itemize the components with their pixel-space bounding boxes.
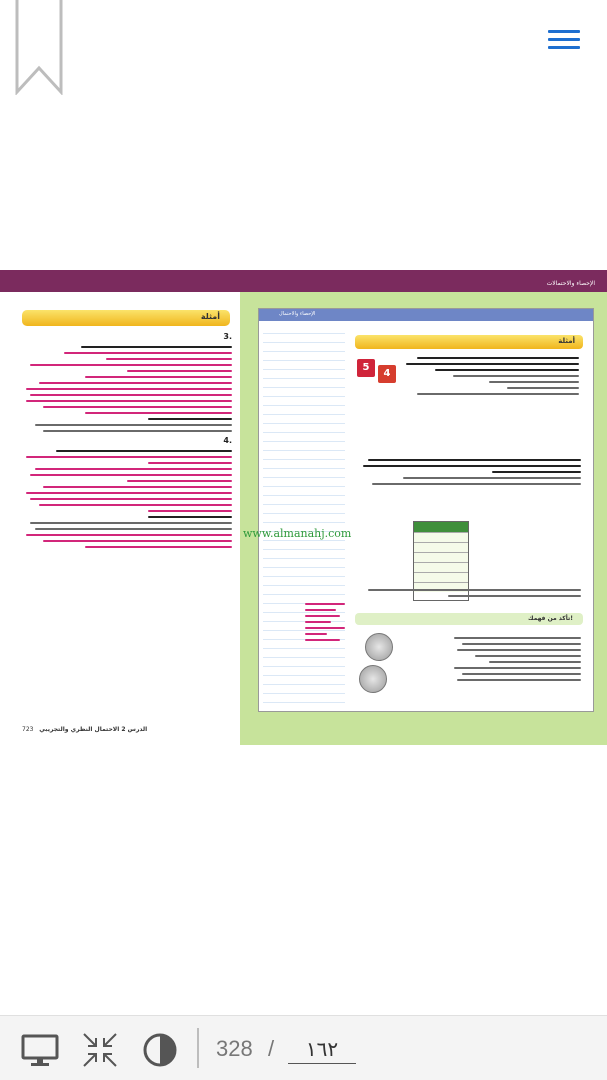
page-number: 723 [22, 726, 34, 733]
monitor-icon[interactable] [20, 1030, 60, 1070]
inner-text-block [399, 353, 579, 399]
examples-banner-right [355, 335, 583, 349]
check-understanding-banner [355, 613, 583, 625]
reader-top-area [0, 0, 607, 270]
compress-arrows-icon[interactable] [80, 1030, 120, 1070]
book-page-view [0, 270, 607, 745]
bookmark-icon[interactable] [14, 0, 64, 95]
toolbar-divider [197, 1028, 199, 1068]
margin-answers [305, 599, 349, 645]
check-text-block [449, 633, 581, 685]
left-page [0, 292, 240, 745]
inner-text-block-2 [359, 455, 581, 489]
chapter-header-bar [0, 270, 607, 292]
question-4-number: 4. [223, 436, 232, 445]
left-page-footer [22, 726, 147, 733]
coin-icon [359, 665, 387, 693]
examples-banner-left [22, 310, 230, 326]
watermark-text: www.almanahj.com [243, 527, 352, 540]
page-separator: / [268, 1036, 275, 1061]
notes-lined-column [263, 325, 345, 705]
die-icon: 5 [357, 359, 375, 377]
current-page-number: 328 [216, 1036, 253, 1061]
coin-icon [365, 633, 393, 661]
examples-label: أمثلة [200, 312, 220, 321]
examples-label-right: أمثلة [558, 337, 575, 345]
right-page [240, 292, 607, 745]
contrast-icon[interactable] [140, 1030, 180, 1070]
left-page-text-block [22, 332, 232, 552]
page-number-input[interactable] [288, 1034, 356, 1064]
inner-text-block-3 [359, 585, 581, 601]
inner-header-stripe [259, 309, 593, 321]
die-icon: 4 [378, 365, 396, 383]
bottom-toolbar [0, 1015, 607, 1080]
question-3-number: 3. [223, 332, 232, 341]
check-label: تأكد من فهمك! [527, 615, 573, 622]
chapter-title: الإحصاء والاحتمالات [546, 280, 595, 287]
lesson-footer: الدرس 2 الاحتمال النظري والتجريبي [39, 726, 148, 733]
inner-page-content [349, 325, 589, 705]
hamburger-menu-icon[interactable] [548, 30, 580, 56]
inner-header-label: الإحصاء والاحتمال [279, 311, 316, 317]
inner-book-image [258, 308, 594, 712]
